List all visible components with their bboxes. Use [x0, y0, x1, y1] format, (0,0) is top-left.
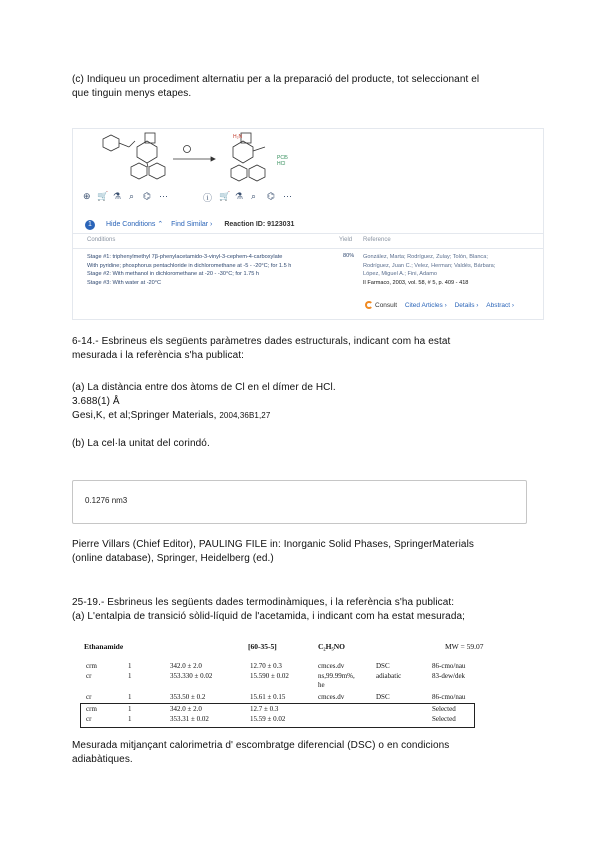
structure-icon[interactable]: ⌬: [143, 191, 151, 201]
unit-cell-result-box: [72, 480, 527, 524]
cart-icon[interactable]: 🛒: [97, 191, 109, 201]
svg-text:HCl: HCl: [277, 161, 286, 167]
reference-links: [365, 301, 514, 309]
item-a-label: (a) La distància entre dos àtoms de Cl en el dímer de HCl.: [72, 382, 336, 393]
conditions-table-header: Conditions Yield Reference: [73, 233, 543, 249]
abstract-link[interactable]: Abstract ›: [486, 301, 515, 309]
conditions-text: Stage #1: triphenylmethyl 7β-phenylacetamido-3-vinyl-3-cephem-4-carboxylate With pyridine; phosphorus pentachloride in dichloromethane at -5 - -20°C; for 1.5 h Stage #2: With methanol in dichloromethane at -20 - -30°C; for 1.75 h Stage #3: With water at -20°C: [87, 254, 292, 286]
search-icon-2[interactable]: ⌕: [251, 191, 257, 201]
svg-text:H₂N: H₂N: [233, 134, 243, 140]
more-icon-2[interactable]: ⋯: [283, 191, 292, 201]
formula: C₂H₅NO: [318, 642, 345, 651]
info-icon[interactable]: ⓘ: [203, 193, 213, 203]
item-b-label: (b) La cel·la unitat del corindó.: [72, 438, 210, 449]
reaxys-reaction-panel: [72, 128, 544, 320]
structure-icon-2[interactable]: ⌬: [267, 191, 275, 201]
search-icon[interactable]: ⌕: [129, 191, 135, 201]
add-icon[interactable]: ⊕: [83, 191, 91, 201]
reaction-scheme-image: [73, 129, 543, 189]
measurement-method: Mesurada mitjançant calorimetria d' escombratge diferencial (DSC) o en condicions adiabàtiques.: [72, 740, 450, 765]
cited-articles-link[interactable]: Cited Articles ›: [404, 301, 447, 309]
compound-name: Ethanamide: [84, 642, 124, 651]
details-link[interactable]: Details ›: [454, 301, 479, 309]
item-a-value: 3.688(1) Å: [72, 396, 120, 407]
hide-conditions-link[interactable]: Hide Conditions ⌃: [105, 221, 164, 228]
molar-mass: MW = 59.07: [445, 642, 484, 651]
unit-cell-value: 0.1276 nm3: [85, 496, 128, 505]
reaction-id: Reaction ID: 9123031: [224, 221, 295, 228]
consult-icon: [365, 301, 373, 309]
cas-number: [60-35-5]: [248, 642, 277, 651]
question-6-14: 6-14.- Esbrineus els següents paràmetres dades estructurals, indicant com ha estat mesurada i la referència s'ha publicat:: [72, 336, 451, 361]
flask-icon[interactable]: ⚗: [113, 191, 122, 201]
question-c: (c) Indiqueu un procediment alternatiu per a la preparació del producte, tot seleccionant el que tinguin menys etapes.: [72, 74, 480, 99]
question-25-19: 25-19.- Esbrineus les següents dades termodinàmiques, i la referència s'ha publicat: (a) L'entalpia de transició sòlid-líquid de l'acetamida, i indicant com ha estat mesurada;: [72, 597, 466, 622]
reagent-label: PCl5: [277, 155, 288, 161]
reaction-tabs: [85, 220, 294, 230]
journal-citation: Il Farmaco, 2003, vol. 58, # 5, p. 409 - 418: [363, 279, 469, 286]
reaction-number-badge: 1: [85, 220, 95, 230]
cart-icon-2[interactable]: 🛒: [219, 191, 231, 201]
reference-authors: González, Marta; Rodríguez, Zulay; Tolón, Blanca; Rodríguez, Juan C.; Velez, Herman; Valdés, Bárbara; López, Miguel A.; Fini, Adamo Il Farmaco, 2003, vol. 58, # 5, p. 409 - 418: [363, 253, 539, 287]
consult-link[interactable]: Consult: [365, 302, 397, 309]
flask-icon-2[interactable]: ⚗: [235, 191, 244, 201]
more-icon[interactable]: ⋯: [159, 191, 168, 201]
pauling-reference: Pierre Villars (Chief Editor), PAULING FILE in: Inorganic Solid Phases, SpringerMaterials (online database), Springer, Heidelberg (ed.): [72, 539, 475, 564]
find-similar-link[interactable]: Find Similar ›: [171, 221, 213, 228]
item-a-reference: Gesi,K, et al;Springer Materials, 2004,36B1,27: [72, 410, 271, 421]
yield-value: 80%: [343, 253, 355, 259]
